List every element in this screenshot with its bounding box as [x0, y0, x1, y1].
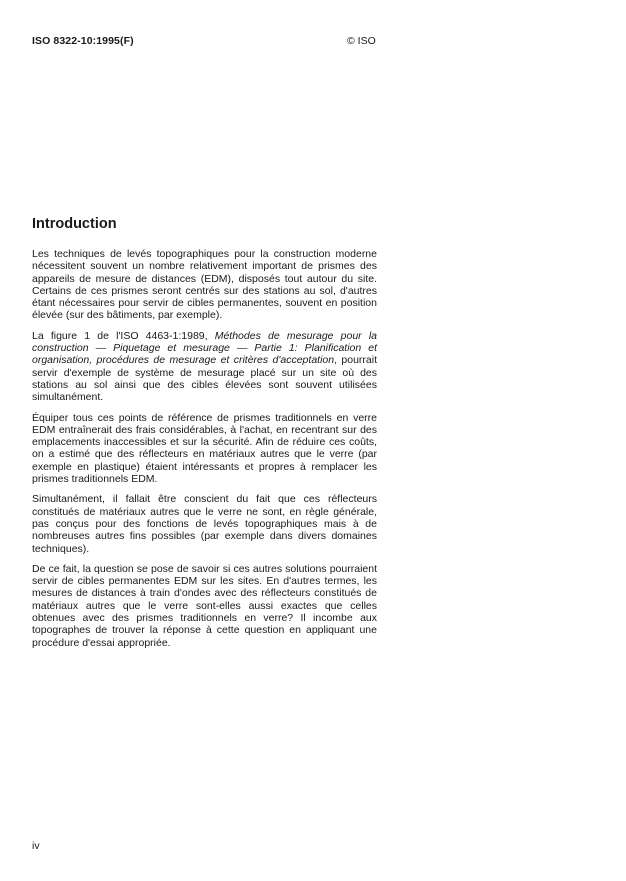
paragraph-4: Simultanément, il fallait être conscient du fait que ces réflecteurs constitués de matériaux autres que le verre ne sont, en règle générale, pas conçus pour des fonctions de levés topographiques mais à de nombreuses autres fins possibles (par exemple dans divers domaines techniques).	[32, 493, 377, 555]
paragraph-2	[32, 330, 377, 404]
paragraph-2-text-start: La figure 1 de l'ISO 4463-1:1989,	[32, 329, 215, 342]
introduction-body	[32, 248, 377, 657]
paragraph-2-text-end: , pourrait servir d'exemple de système de mesurage placé sur un site où des stations au sol ainsi que des cibles élevées sont souvent utilisées simultanément.	[32, 354, 378, 404]
paragraph-3: Équiper tous ces points de référence de prismes traditionnels en verre EDM entraînerait des frais considérables, à l'achat, en recentrant sur des emplacements inaccessibles et sur la sécurité. Afin de réduire ces coûts, on a estimé que des réflecteurs en matériaux autres que le verre (par exemple en plastique) étaient intéressants et propres à remplacer les prismes traditionnels EDM.	[32, 411, 377, 486]
paragraph-5: De ce fait, la question se pose de savoir si ces autres solutions pourraient servir de cibles permanentes EDM sur les sites. En d'autres termes, les mesures de distances à train d'ondes avec des réflecteurs constitués de matériaux autres que le verre sont-elles aussi exactes que celles obtenues avec des prismes traditionnels en verre? Il incombe aux topographes de trouver la réponse à cette question en appliquant une procédure d'essai appropriée.	[32, 562, 377, 649]
page-number: iv	[32, 840, 40, 852]
section-title: Introduction	[32, 216, 117, 232]
paragraph-1: Les techniques de levés topographiques pour la construction moderne nécessitent souvent un nombre relativement important de prismes des appareils de mesure de distances (EDM), disposés tout autour du site. Certains de ces prismes seront centrés sur des stations au sol, d'autres étant nécessaires pour servir de cibles permanentes, souvent en position élevée (sur des bâtiments, par exemple).	[32, 248, 377, 322]
standard-reference: ISO 8322-10:1995(F)	[32, 35, 134, 47]
copyright-label: © ISO	[347, 35, 376, 47]
paragraph-2-cited-title: Méthodes de mesurage pour la construction — Piquetage et mesurage — Partie 1: Planification et organisation, procédures de mesurage et critères d'acceptation	[32, 329, 378, 367]
